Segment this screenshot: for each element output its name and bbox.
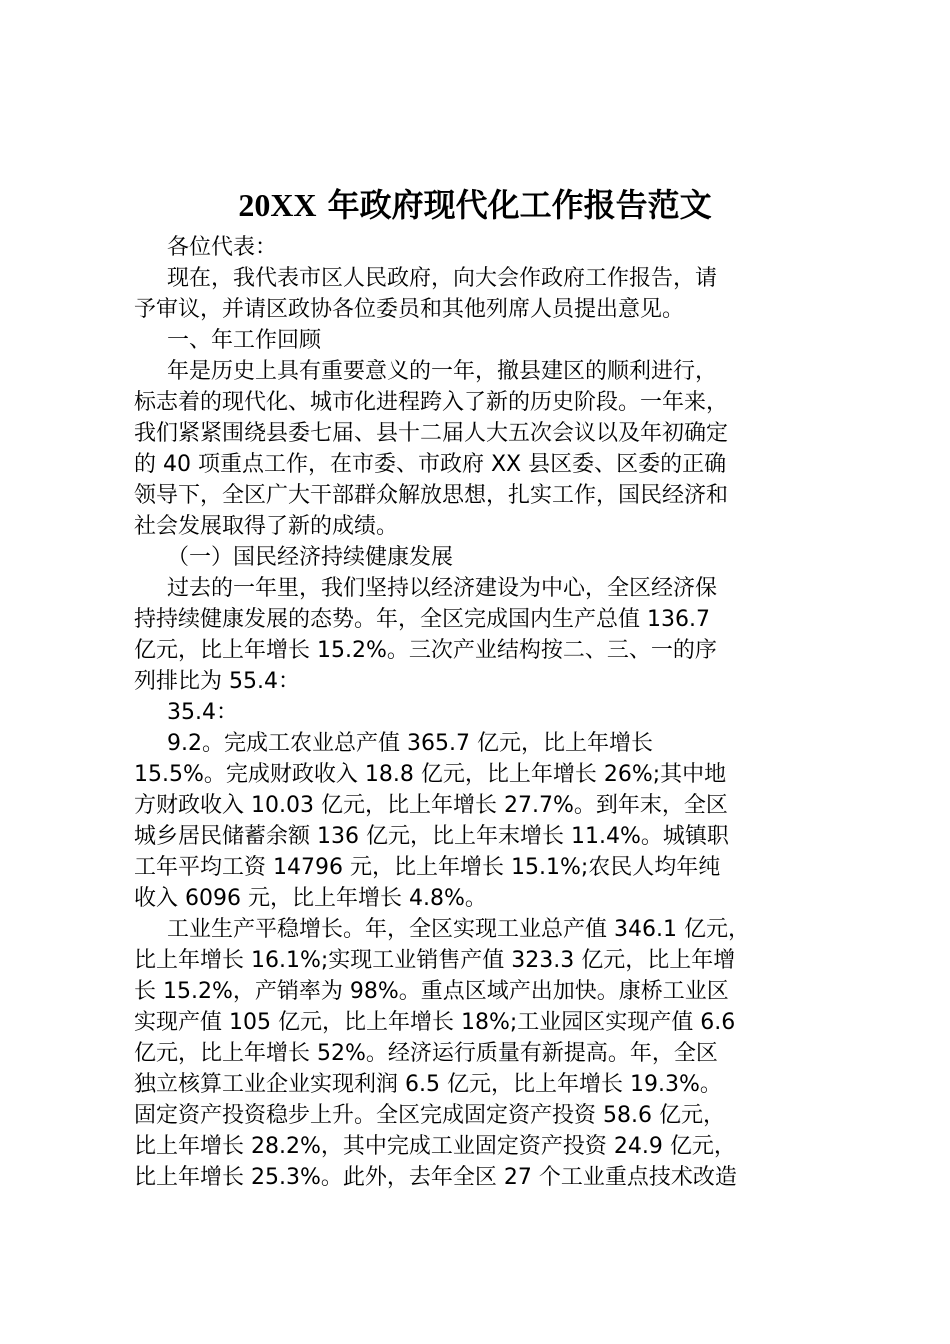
text-line: 长 15.2%，产销率为 98%。重点区域产出加快。康桥工业区: [134, 979, 729, 1004]
text-line: 工业生产平稳增长。年，全区实现工业总产值 346.1 亿元，: [167, 917, 750, 942]
text-line: 持持续健康发展的态势。年，全区完成国内生产总值 136.7: [134, 607, 710, 632]
text-line: 9.2。完成工农业总产值 365.7 亿元，比上年增长: [167, 731, 653, 756]
text-line: 领导下，全区广大干部群众解放思想，扎实工作，国民经济和: [134, 483, 729, 508]
document-title: [0, 183, 950, 227]
document-body: [134, 232, 834, 1193]
text-line: 我们紧紧围绕县委七届、县十二届人大五次会议以及年初确定: [134, 421, 729, 446]
text-line: 比上年增长 16.1%;实现工业销售产值 323.3 亿元，比上年增: [134, 948, 736, 973]
title-text: 年政府现代化工作报告范文: [316, 186, 712, 224]
text-line: 实现产值 105 亿元，比上年增长 18%;工业园区实现产值 6.6: [134, 1010, 736, 1035]
text-line: 方财政收入 10.03 亿元，比上年增长 27.7%。到年末，全区: [134, 793, 728, 818]
text-line: 的 40 项重点工作，在市委、市政府 XX 县区委、区委的正确: [134, 452, 727, 477]
title-year: 20XX: [238, 187, 317, 223]
text-line: 比上年增长 28.2%，其中完成工业固定资产投资 24.9 亿元，: [134, 1134, 736, 1159]
text-line: 15.5%。完成财政收入 18.8 亿元，比上年增长 26%;其中地: [134, 762, 727, 787]
text-line: 亿元，比上年增长 15.2%。三次产业结构按二、三、一的序: [134, 638, 717, 663]
text-line: 一、年工作回顾: [167, 328, 322, 353]
text-line: 收入 6096 元，比上年增长 4.8%。: [134, 886, 487, 911]
text-line: 城乡居民储蓄余额 136 亿元，比上年末增长 11.4%。城镇职: [134, 824, 729, 849]
text-line: 亿元，比上年增长 52%。经济运行质量有新提高。年，全区: [134, 1041, 718, 1066]
text-line: 35.4：: [167, 700, 238, 725]
text-line: 标志着的现代化、城市化进程跨入了新的历史阶段。一年来，: [134, 390, 729, 415]
text-line: 工年平均工资 14796 元，比上年增长 15.1%;农民人均年纯: [134, 855, 721, 880]
text-line: 年是历史上具有重要意义的一年，撤县建区的顺利进行，: [167, 359, 718, 384]
text-line: 过去的一年里，我们坚持以经济建设为中心，全区经济保: [167, 576, 718, 601]
text-line: 列排比为 55.4：: [134, 669, 300, 694]
text-line: 现在，我代表市区人民政府，向大会作政府工作报告，请: [167, 266, 718, 291]
text-line: 比上年增长 25.3%。此外，去年全区 27 个工业重点技术改造: [134, 1165, 737, 1190]
text-line: 独立核算工业企业实现利润 6.5 亿元，比上年增长 19.3%。: [134, 1072, 722, 1097]
text-line: （一）国民经济持续健康发展: [167, 545, 454, 570]
text-line: 社会发展取得了新的成绩。: [134, 514, 399, 539]
text-line: 各位代表：: [167, 235, 278, 260]
text-line: 予审议，并请区政协各位委员和其他列席人员提出意见。: [134, 297, 685, 322]
text-line: 固定资产投资稳步上升。全区完成固定资产投资 58.6 亿元，: [134, 1103, 725, 1128]
